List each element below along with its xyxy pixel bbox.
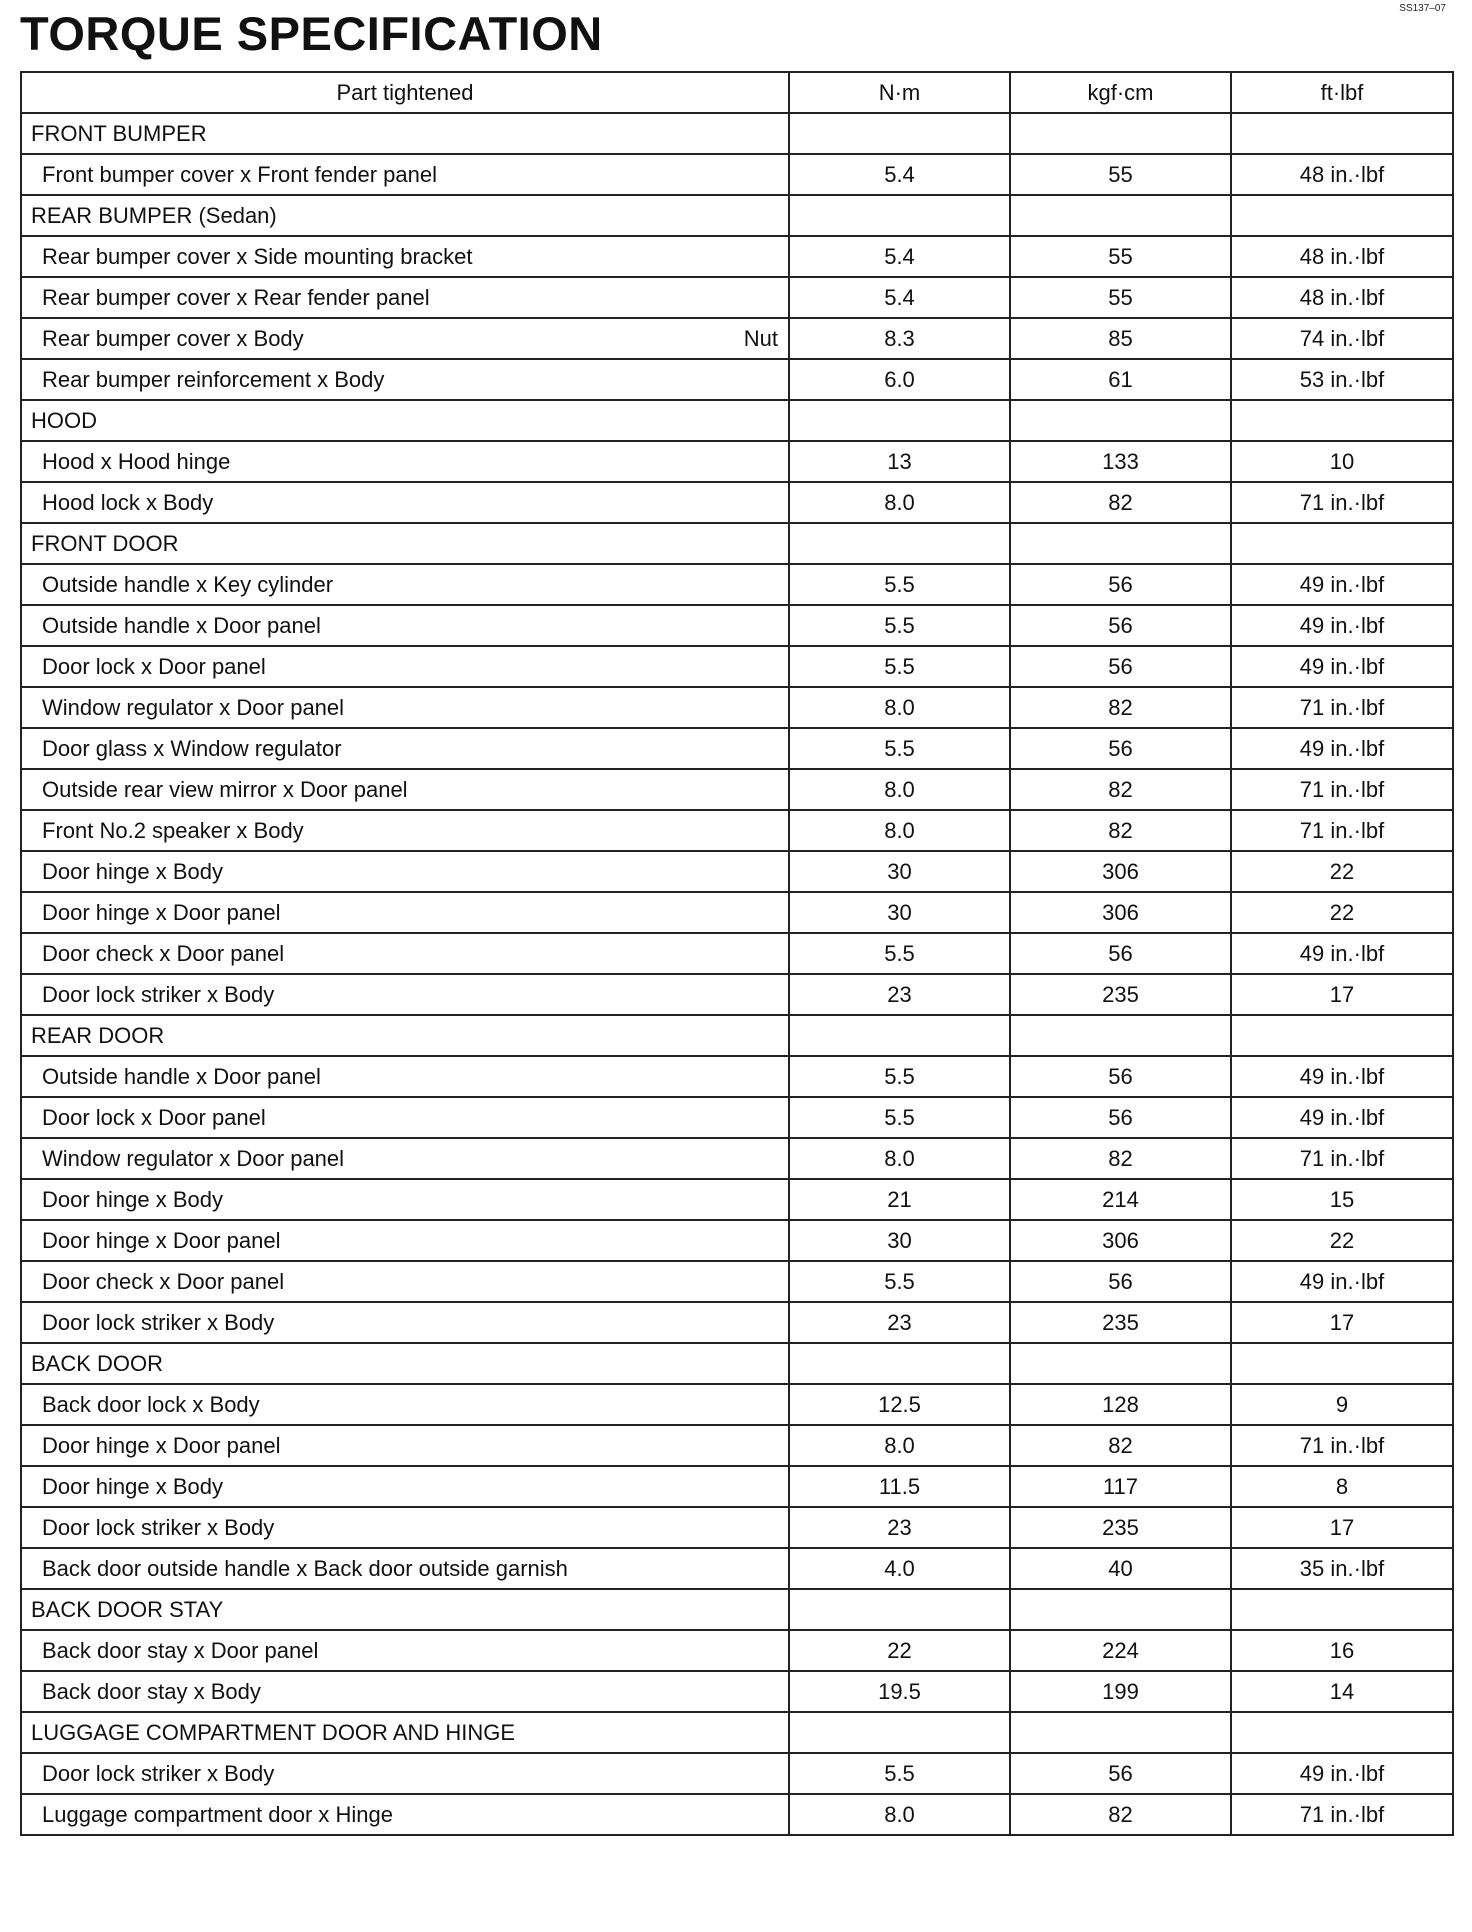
torque-kgf-cm: 56 — [1010, 933, 1231, 974]
torque-nm: 8.0 — [789, 1794, 1010, 1835]
torque-kgf-cm: 82 — [1010, 687, 1231, 728]
part-tightened-cell — [21, 564, 789, 605]
table-row — [21, 1671, 1453, 1712]
torque-nm: 6.0 — [789, 359, 1010, 400]
torque-ft-lbf: 10 — [1231, 441, 1453, 482]
torque-nm: 4.0 — [789, 1548, 1010, 1589]
part-tightened-text: Rear bumper reinforcement x Body — [42, 366, 385, 392]
part-tightened-cell — [21, 605, 789, 646]
section-row — [21, 113, 1453, 154]
torque-ft-lbf: 17 — [1231, 1302, 1453, 1343]
torque-ft-lbf: 9 — [1231, 1384, 1453, 1425]
torque-ft-lbf: 71 in.·lbf — [1231, 1794, 1453, 1835]
part-tightened-cell — [21, 974, 789, 1015]
part-tightened-cell — [21, 1056, 789, 1097]
header-part-tightened: Part tightened — [21, 72, 789, 113]
empty-cell — [789, 195, 1010, 236]
table-row — [21, 769, 1453, 810]
table-row — [21, 236, 1453, 277]
table-row — [21, 1179, 1453, 1220]
torque-nm: 5.5 — [789, 728, 1010, 769]
torque-nm: 13 — [789, 441, 1010, 482]
empty-cell — [1231, 1015, 1453, 1056]
table-row — [21, 1630, 1453, 1671]
header-ft-lbf: ft·lbf — [1231, 72, 1453, 113]
part-tightened-text: Door lock x Door panel — [42, 653, 266, 679]
torque-kgf-cm: 82 — [1010, 1425, 1231, 1466]
empty-cell — [1010, 523, 1231, 564]
section-row — [21, 523, 1453, 564]
part-tightened-cell — [21, 154, 789, 195]
part-tightened-text: Front No.2 speaker x Body — [42, 817, 304, 843]
part-tightened-cell — [21, 1548, 789, 1589]
torque-ft-lbf: 49 in.·lbf — [1231, 1097, 1453, 1138]
torque-ft-lbf: 49 in.·lbf — [1231, 933, 1453, 974]
part-tightened-text: Door hinge x Door panel — [42, 899, 281, 925]
empty-cell — [1010, 113, 1231, 154]
torque-ft-lbf: 71 in.·lbf — [1231, 1138, 1453, 1179]
torque-kgf-cm: 214 — [1010, 1179, 1231, 1220]
table-row — [21, 1425, 1453, 1466]
torque-nm: 19.5 — [789, 1671, 1010, 1712]
torque-nm: 8.0 — [789, 1425, 1010, 1466]
section-title: REAR BUMPER (Sedan) — [21, 195, 789, 236]
section-row — [21, 1343, 1453, 1384]
torque-nm: 5.5 — [789, 564, 1010, 605]
part-tightened-text: Door lock striker x Body — [42, 1514, 275, 1540]
table-row — [21, 646, 1453, 687]
empty-cell — [789, 523, 1010, 564]
part-tightened-cell — [21, 1753, 789, 1794]
table-row — [21, 1097, 1453, 1138]
empty-cell — [1231, 195, 1453, 236]
part-tightened-text: Back door stay x Door panel — [42, 1637, 319, 1663]
empty-cell — [1010, 1343, 1231, 1384]
table-row — [21, 359, 1453, 400]
section-title: HOOD — [21, 400, 789, 441]
torque-nm: 30 — [789, 892, 1010, 933]
torque-ft-lbf: 35 in.·lbf — [1231, 1548, 1453, 1589]
part-tightened-text: Luggage compartment door x Hinge — [42, 1801, 393, 1827]
part-tightened-cell — [21, 359, 789, 400]
table-row — [21, 1548, 1453, 1589]
part-tightened-text: Rear bumper cover x Rear fender panel — [42, 284, 430, 310]
table-row — [21, 1507, 1453, 1548]
empty-cell — [1010, 400, 1231, 441]
page-code: SS137–07 — [1399, 3, 1446, 14]
part-tightened-cell — [21, 728, 789, 769]
table-row — [21, 933, 1453, 974]
torque-nm: 12.5 — [789, 1384, 1010, 1425]
part-tightened-cell — [21, 1671, 789, 1712]
torque-kgf-cm: 56 — [1010, 1261, 1231, 1302]
part-tightened-cell — [21, 933, 789, 974]
table-row — [21, 810, 1453, 851]
part-tightened-text: Door lock striker x Body — [42, 981, 275, 1007]
torque-kgf-cm: 40 — [1010, 1548, 1231, 1589]
torque-kgf-cm: 55 — [1010, 236, 1231, 277]
torque-ft-lbf: 48 in.·lbf — [1231, 277, 1453, 318]
part-tightened-cell — [21, 1179, 789, 1220]
header-nm: N·m — [789, 72, 1010, 113]
empty-cell — [1010, 195, 1231, 236]
table-row — [21, 1753, 1453, 1794]
torque-nm: 8.0 — [789, 769, 1010, 810]
table-row — [21, 974, 1453, 1015]
torque-kgf-cm: 82 — [1010, 1138, 1231, 1179]
part-tightened-text: Back door stay x Body — [42, 1678, 261, 1704]
torque-ft-lbf: 71 in.·lbf — [1231, 1425, 1453, 1466]
table-row — [21, 482, 1453, 523]
torque-ft-lbf: 48 in.·lbf — [1231, 236, 1453, 277]
empty-cell — [1010, 1589, 1231, 1630]
empty-cell — [1231, 1343, 1453, 1384]
part-tightened-text: Door hinge x Body — [42, 858, 223, 884]
part-tightened-text: Door glass x Window regulator — [42, 735, 342, 761]
empty-cell — [789, 1712, 1010, 1753]
torque-kgf-cm: 56 — [1010, 728, 1231, 769]
part-tightened-cell — [21, 1425, 789, 1466]
empty-cell — [789, 400, 1010, 441]
torque-kgf-cm: 133 — [1010, 441, 1231, 482]
torque-ft-lbf: 22 — [1231, 1220, 1453, 1261]
torque-nm: 23 — [789, 1302, 1010, 1343]
part-tightened-text: Door check x Door panel — [42, 1268, 285, 1294]
part-tightened-cell — [21, 687, 789, 728]
part-tightened-cell — [21, 1138, 789, 1179]
section-title: BACK DOOR — [21, 1343, 789, 1384]
torque-nm: 5.4 — [789, 154, 1010, 195]
part-tightened-text: Hood x Hood hinge — [42, 448, 231, 474]
torque-ft-lbf: 49 in.·lbf — [1231, 564, 1453, 605]
table-row — [21, 1466, 1453, 1507]
torque-ft-lbf: 71 in.·lbf — [1231, 769, 1453, 810]
torque-kgf-cm: 306 — [1010, 1220, 1231, 1261]
torque-nm: 23 — [789, 974, 1010, 1015]
part-tightened-cell — [21, 236, 789, 277]
part-tightened-cell — [21, 1097, 789, 1138]
torque-kgf-cm: 117 — [1010, 1466, 1231, 1507]
torque-ft-lbf: 16 — [1231, 1630, 1453, 1671]
torque-nm: 21 — [789, 1179, 1010, 1220]
table-row — [21, 441, 1453, 482]
section-title: LUGGAGE COMPARTMENT DOOR AND HINGE — [21, 1712, 789, 1753]
empty-cell — [789, 1589, 1010, 1630]
part-tightened-text: Window regulator x Door panel — [42, 694, 345, 720]
torque-ft-lbf: 71 in.·lbf — [1231, 687, 1453, 728]
torque-ft-lbf: 49 in.·lbf — [1231, 728, 1453, 769]
torque-ft-lbf: 22 — [1231, 851, 1453, 892]
section-row — [21, 1712, 1453, 1753]
part-tightened-cell — [21, 1507, 789, 1548]
section-title: FRONT BUMPER — [21, 113, 789, 154]
table-row — [21, 851, 1453, 892]
torque-kgf-cm: 85 — [1010, 318, 1231, 359]
empty-cell — [1231, 113, 1453, 154]
torque-nm: 5.5 — [789, 646, 1010, 687]
torque-nm: 8.0 — [789, 482, 1010, 523]
table-row — [21, 1384, 1453, 1425]
torque-kgf-cm: 56 — [1010, 564, 1231, 605]
torque-nm: 8.0 — [789, 810, 1010, 851]
table-row — [21, 1056, 1453, 1097]
empty-cell — [1010, 1015, 1231, 1056]
empty-cell — [1231, 1589, 1453, 1630]
torque-kgf-cm: 82 — [1010, 482, 1231, 523]
torque-kgf-cm: 306 — [1010, 892, 1231, 933]
torque-kgf-cm: 56 — [1010, 1097, 1231, 1138]
table-body — [21, 113, 1453, 1835]
part-tightened-text: Rear bumper cover x Body — [42, 325, 304, 351]
torque-kgf-cm: 306 — [1010, 851, 1231, 892]
empty-cell — [789, 1015, 1010, 1056]
part-tightened-cell — [21, 1466, 789, 1507]
table-row — [21, 564, 1453, 605]
torque-ft-lbf: 22 — [1231, 892, 1453, 933]
section-title: REAR DOOR — [21, 1015, 789, 1056]
part-tightened-cell — [21, 646, 789, 687]
torque-nm: 30 — [789, 1220, 1010, 1261]
torque-nm: 23 — [789, 1507, 1010, 1548]
torque-ft-lbf: 71 in.·lbf — [1231, 482, 1453, 523]
section-row — [21, 400, 1453, 441]
torque-ft-lbf: 71 in.·lbf — [1231, 810, 1453, 851]
part-tightened-text: Outside handle x Key cylinder — [42, 571, 334, 597]
table-row — [21, 687, 1453, 728]
torque-kgf-cm: 82 — [1010, 810, 1231, 851]
table-row — [21, 892, 1453, 933]
part-tightened-cell — [21, 1220, 789, 1261]
torque-kgf-cm: 56 — [1010, 646, 1231, 687]
header-kgf-cm: kgf·cm — [1010, 72, 1231, 113]
torque-nm: 8.0 — [789, 1138, 1010, 1179]
torque-spec-table — [20, 71, 1454, 1836]
torque-kgf-cm: 56 — [1010, 1056, 1231, 1097]
table-row — [21, 1302, 1453, 1343]
torque-nm: 11.5 — [789, 1466, 1010, 1507]
torque-ft-lbf: 49 in.·lbf — [1231, 1753, 1453, 1794]
empty-cell — [1231, 1712, 1453, 1753]
table-row — [21, 277, 1453, 318]
torque-ft-lbf: 74 in.·lbf — [1231, 318, 1453, 359]
torque-nm: 5.5 — [789, 1056, 1010, 1097]
part-tightened-text: Door hinge x Door panel — [42, 1227, 281, 1253]
torque-nm: 22 — [789, 1630, 1010, 1671]
torque-nm: 8.3 — [789, 318, 1010, 359]
torque-kgf-cm: 55 — [1010, 277, 1231, 318]
table-row — [21, 728, 1453, 769]
table-row — [21, 318, 1453, 359]
empty-cell — [789, 1343, 1010, 1384]
table-row — [21, 1794, 1453, 1835]
part-tightened-text: Back door lock x Body — [42, 1391, 260, 1417]
part-tightened-cell — [21, 318, 789, 359]
page-title: TORQUE SPECIFICATION — [20, 7, 603, 60]
torque-nm: 5.5 — [789, 605, 1010, 646]
section-row — [21, 1015, 1453, 1056]
torque-nm: 5.4 — [789, 236, 1010, 277]
torque-kgf-cm: 235 — [1010, 1302, 1231, 1343]
part-tightened-text: Window regulator x Door panel — [42, 1145, 345, 1171]
part-tightened-text: Door lock striker x Body — [42, 1760, 275, 1786]
torque-kgf-cm: 128 — [1010, 1384, 1231, 1425]
section-row — [21, 1589, 1453, 1630]
torque-kgf-cm: 235 — [1010, 974, 1231, 1015]
torque-ft-lbf: 17 — [1231, 1507, 1453, 1548]
part-tightened-cell — [21, 1261, 789, 1302]
torque-kgf-cm: 235 — [1010, 1507, 1231, 1548]
part-tightened-text: Hood lock x Body — [42, 489, 214, 515]
torque-ft-lbf: 49 in.·lbf — [1231, 605, 1453, 646]
fastener-note: Nut — [743, 325, 778, 351]
part-tightened-text: Door lock x Door panel — [42, 1104, 266, 1130]
part-tightened-text: Back door outside handle x Back door outside garnish — [42, 1555, 568, 1581]
part-tightened-cell — [21, 769, 789, 810]
part-tightened-text: Outside rear view mirror x Door panel — [42, 776, 408, 802]
torque-ft-lbf: 53 in.·lbf — [1231, 359, 1453, 400]
table-row — [21, 605, 1453, 646]
torque-kgf-cm: 56 — [1010, 605, 1231, 646]
torque-ft-lbf: 49 in.·lbf — [1231, 1056, 1453, 1097]
empty-cell — [1010, 1712, 1231, 1753]
torque-nm: 30 — [789, 851, 1010, 892]
part-tightened-cell — [21, 482, 789, 523]
torque-kgf-cm: 82 — [1010, 1794, 1231, 1835]
section-row — [21, 195, 1453, 236]
part-tightened-text: Door hinge x Body — [42, 1186, 223, 1212]
part-tightened-text: Front bumper cover x Front fender panel — [42, 161, 437, 187]
part-tightened-cell — [21, 277, 789, 318]
part-tightened-cell — [21, 1630, 789, 1671]
part-tightened-cell — [21, 1794, 789, 1835]
torque-nm: 5.5 — [789, 933, 1010, 974]
part-tightened-cell — [21, 810, 789, 851]
table-row — [21, 1138, 1453, 1179]
part-tightened-cell — [21, 441, 789, 482]
torque-nm: 8.0 — [789, 687, 1010, 728]
part-tightened-text: Door check x Door panel — [42, 940, 285, 966]
empty-cell — [1231, 523, 1453, 564]
part-tightened-text: Door hinge x Door panel — [42, 1432, 281, 1458]
empty-cell — [789, 113, 1010, 154]
part-tightened-cell — [21, 1302, 789, 1343]
part-tightened-text: Door lock striker x Body — [42, 1309, 275, 1335]
table-row — [21, 1261, 1453, 1302]
torque-kgf-cm: 199 — [1010, 1671, 1231, 1712]
torque-ft-lbf: 15 — [1231, 1179, 1453, 1220]
part-tightened-text: Outside handle x Door panel — [42, 612, 321, 638]
torque-ft-lbf: 49 in.·lbf — [1231, 646, 1453, 687]
torque-kgf-cm: 82 — [1010, 769, 1231, 810]
empty-cell — [1231, 400, 1453, 441]
table-header-row — [21, 72, 1453, 113]
torque-nm: 5.5 — [789, 1097, 1010, 1138]
torque-ft-lbf: 17 — [1231, 974, 1453, 1015]
torque-kgf-cm: 56 — [1010, 1753, 1231, 1794]
part-tightened-cell — [21, 892, 789, 933]
torque-ft-lbf: 14 — [1231, 1671, 1453, 1712]
part-tightened-text: Rear bumper cover x Side mounting bracket — [42, 243, 473, 269]
torque-nm: 5.4 — [789, 277, 1010, 318]
torque-kgf-cm: 61 — [1010, 359, 1231, 400]
part-tightened-cell — [21, 851, 789, 892]
part-tightened-text: Outside handle x Door panel — [42, 1063, 321, 1089]
part-tightened-cell — [21, 1384, 789, 1425]
table-row — [21, 1220, 1453, 1261]
table-row — [21, 154, 1453, 195]
section-title: BACK DOOR STAY — [21, 1589, 789, 1630]
torque-nm: 5.5 — [789, 1261, 1010, 1302]
torque-ft-lbf: 48 in.·lbf — [1231, 154, 1453, 195]
torque-kgf-cm: 224 — [1010, 1630, 1231, 1671]
section-title: FRONT DOOR — [21, 523, 789, 564]
torque-nm: 5.5 — [789, 1753, 1010, 1794]
torque-ft-lbf: 49 in.·lbf — [1231, 1261, 1453, 1302]
torque-ft-lbf: 8 — [1231, 1466, 1453, 1507]
torque-kgf-cm: 55 — [1010, 154, 1231, 195]
part-tightened-text: Door hinge x Body — [42, 1473, 223, 1499]
